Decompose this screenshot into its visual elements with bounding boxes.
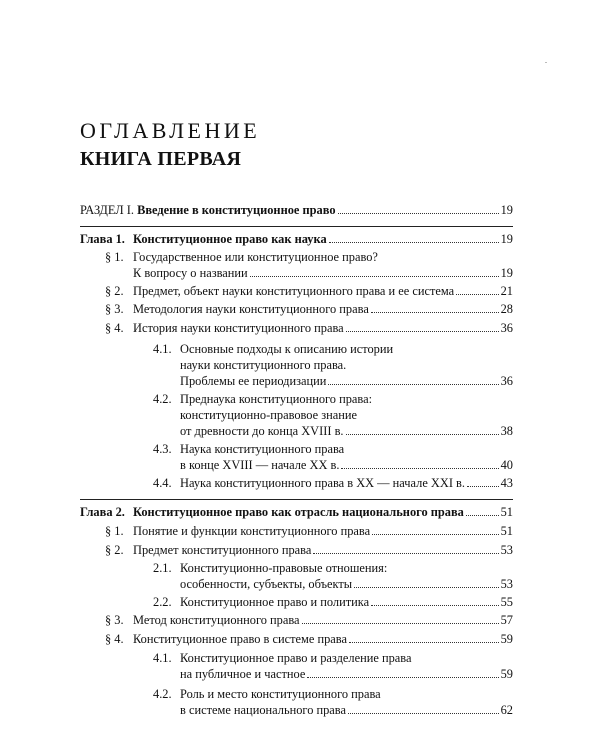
section-title: История науки конституционного права (133, 321, 344, 335)
page-number: 55 (500, 595, 513, 609)
chapter-label: Глава 1. (80, 232, 125, 246)
section-number: § 1. (105, 524, 124, 538)
subsection-title-line: в конце XVIII — начале XX в. (180, 458, 340, 472)
subsection-number: 4.2. (153, 687, 172, 701)
section-number: § 1. (105, 250, 124, 264)
dot-leader (371, 302, 499, 313)
section-title: Методология науки конституционного права (133, 302, 369, 316)
page-number: 36 (500, 374, 513, 388)
subsection-title-line[interactable]: Преднаука конституционного права: (180, 392, 373, 406)
page-number: 59 (500, 667, 513, 681)
toc-entry-razdel-1[interactable] (80, 202, 513, 218)
toc-entry-subsection[interactable] (180, 666, 513, 682)
toc-heading: ОГЛАВЛЕНИЕ (80, 118, 261, 143)
subsection-title: Конституционное право и политика (180, 595, 370, 609)
dot-leader (329, 232, 499, 243)
section-number: § 4. (105, 321, 124, 335)
subsection-title-line[interactable]: Основные подходы к описанию истории (180, 342, 394, 356)
toc-entry-section[interactable] (133, 612, 513, 628)
toc-entry-section[interactable] (133, 320, 513, 336)
toc-entry-section[interactable] (133, 265, 513, 281)
toc-entry-section[interactable] (133, 283, 513, 299)
section-title: Предмет конституционного права (133, 543, 312, 557)
toc-entry-section[interactable] (133, 631, 513, 647)
subsection-title-line[interactable]: Роль и место конституционного права (180, 687, 381, 701)
section-title: Конституционное право в системе права (133, 632, 347, 646)
dot-leader (307, 667, 498, 678)
subsection-title-line[interactable]: Наука конституционного права (180, 442, 345, 456)
page-number: 36 (500, 321, 513, 335)
page-number: 19 (500, 266, 513, 280)
separator-line (80, 499, 513, 500)
dot-leader (466, 505, 499, 516)
subsection-title-line: от древности до конца XVIII в. (180, 424, 344, 438)
toc-entry-section[interactable] (133, 523, 513, 539)
separator-line (80, 226, 513, 227)
subsection-title-line: в системе национального права (180, 703, 346, 717)
section-number: § 3. (105, 302, 124, 316)
subsection-title-line[interactable]: конституционно-правовое знание (180, 408, 358, 422)
toc-entry-subsection[interactable] (180, 423, 513, 439)
dot-leader (372, 524, 499, 535)
toc-entry-section[interactable] (133, 301, 513, 317)
dot-leader (348, 703, 499, 714)
dot-leader (349, 632, 499, 643)
page-number: 51 (500, 524, 513, 538)
section-number: § 3. (105, 613, 124, 627)
chapter-label: Глава 2. (80, 505, 125, 519)
toc-entry-subsection[interactable] (180, 373, 513, 389)
section-number: § 2. (105, 543, 124, 557)
toc-entry-section[interactable] (133, 542, 513, 558)
subsection-title-line: на публичное и частное (180, 667, 306, 681)
toc-entry-subsection[interactable] (180, 594, 513, 610)
subsection-number: 4.4. (153, 476, 172, 490)
subsection-number: 2.1. (153, 561, 172, 575)
subsection-number: 4.2. (153, 392, 172, 406)
toc-entry-chapter-1[interactable] (80, 231, 513, 247)
subsection-title-line[interactable]: науки конституционного права. (180, 358, 347, 372)
page-number: 19 (500, 203, 513, 217)
section-title-line: К вопросу о названии (133, 266, 248, 280)
dot-leader (346, 321, 499, 332)
subsection-title-line: Проблемы ее периодизации (180, 374, 327, 388)
dot-leader (467, 476, 499, 487)
subsection-title-line[interactable]: Конституционное право и разделение права (180, 651, 412, 665)
page-number: 53 (500, 543, 513, 557)
dot-leader (346, 424, 499, 435)
dot-leader (371, 595, 499, 606)
page-number: 40 (500, 458, 513, 472)
dot-leader (354, 577, 499, 588)
dot-leader (456, 284, 498, 295)
page-number: 28 (500, 302, 513, 316)
section-title: Предмет, объект науки конституционного права и ее система (133, 284, 455, 298)
dot-leader (302, 613, 499, 624)
subsection-title-line[interactable]: Конституционно-правовые отношения: (180, 561, 388, 575)
toc-entry-subsection[interactable] (180, 576, 513, 592)
page-number: 51 (500, 505, 513, 519)
toc-entry-chapter-2[interactable] (80, 504, 513, 520)
subsection-title-line: особенности, субъекты, объекты (180, 577, 353, 591)
section-title-line[interactable]: Государственное или конституционное право? (133, 250, 378, 264)
subsection-number: 2.2. (153, 595, 172, 609)
book-title: КНИГА ПЕРВАЯ (80, 148, 242, 170)
section-number: § 4. (105, 632, 124, 646)
section-title: Понятие и функции конституционного права (133, 524, 371, 538)
subsection-title: Наука конституционного права в XX — начале XXI в. (180, 476, 465, 490)
dot-leader (313, 543, 498, 554)
page-number: 19 (500, 232, 513, 246)
page-number: 62 (500, 703, 513, 717)
page-number: 53 (500, 577, 513, 591)
subsection-number: 4.1. (153, 342, 172, 356)
razdel-prefix: РАЗДЕЛ I. (80, 203, 138, 217)
section-number: § 2. (105, 284, 124, 298)
page-number: 21 (500, 284, 513, 298)
toc-entry-subsection[interactable] (180, 457, 513, 473)
chapter-title: Конституционное право как отрасль национального права (133, 505, 464, 519)
chapter-title: Конституционное право как наука (133, 232, 327, 246)
dot-leader (250, 266, 499, 277)
dot-leader (328, 374, 498, 385)
page-number: 59 (500, 632, 513, 646)
section-title: Метод конституционного права (133, 613, 300, 627)
page-number: 38 (500, 424, 513, 438)
subsection-number: 4.3. (153, 442, 172, 456)
subsection-number: 4.1. (153, 651, 172, 665)
dot-leader (341, 458, 498, 469)
dot-leader (338, 203, 499, 214)
page-number: 57 (500, 613, 513, 627)
toc-entry-subsection[interactable] (180, 475, 513, 491)
razdel-title: Введение в конституционное право (137, 203, 336, 217)
toc-entry-subsection[interactable] (180, 702, 513, 718)
page-number: 43 (500, 476, 513, 490)
